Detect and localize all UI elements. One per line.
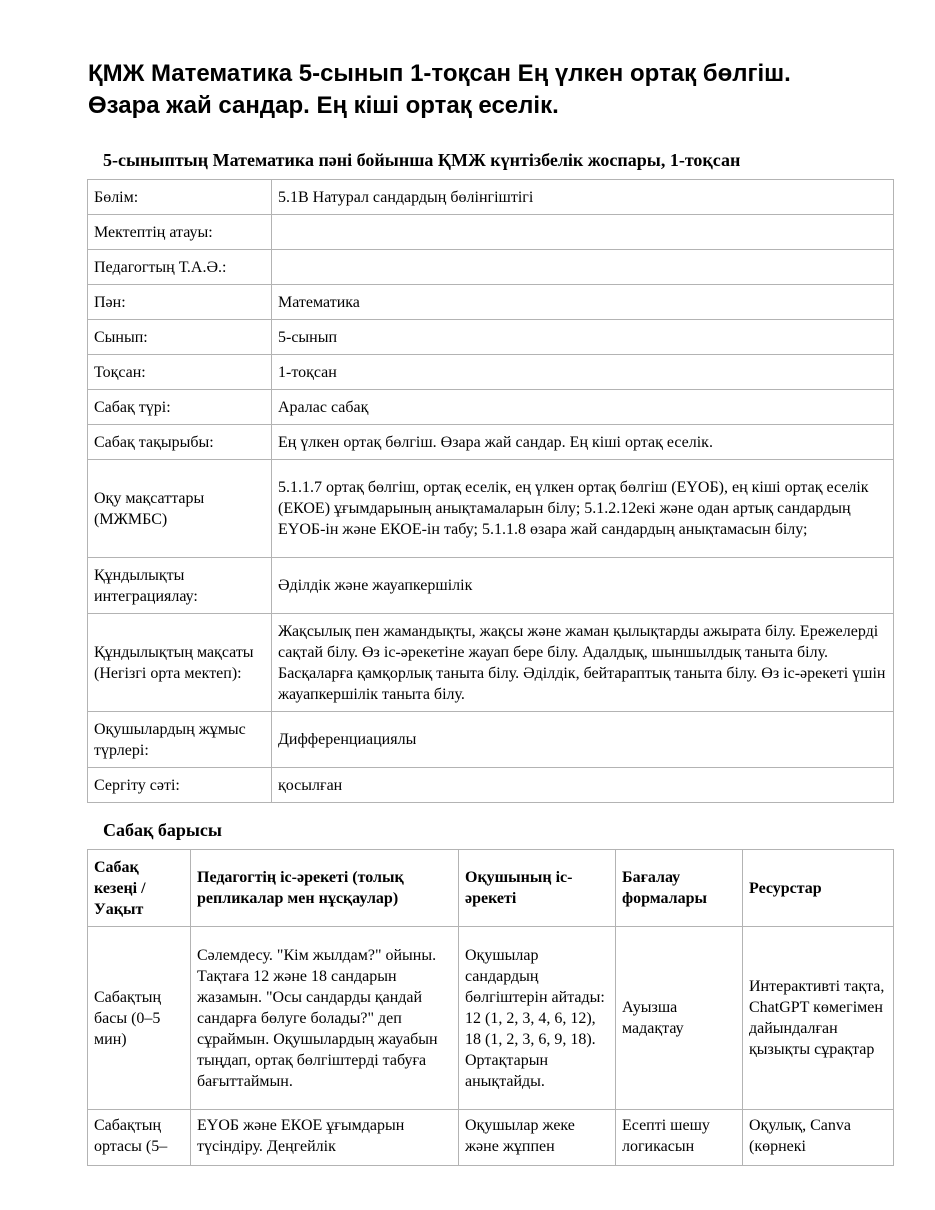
lesson-table-header-row [88,850,894,927]
info-value [272,250,894,285]
info-label: Бөлім: [88,180,272,215]
info-value: 5-сынып [272,320,894,355]
info-row-lesson-topic [88,425,894,460]
info-value: қосылған [272,768,894,803]
document-title: ҚМЖ Математика 5-сынып 1-тоқсан Ең үлкен ортақ бөлгіш. Өзара жай сандар. Ең кіші ортақ еселік. [88,60,791,119]
info-row-learning-objectives [88,460,894,558]
info-value: 1-тоқсан [272,355,894,390]
info-row-quarter [88,355,894,390]
resources-cell: Интерактивті тақта, ChatGPT көмегімен дайындалған қызықты сұрақтар [743,927,894,1110]
info-value: 5.1В Натурал сандардың бөлінгіштігі [272,180,894,215]
teacher-activity-cell: Сәлемдесу. "Кім жылдам?" ойыны. Тақтаға 12 және 18 сандарын жазамын. "Осы сандарды қандай сандарға бөлуге болады?" деп сұраймын. Оқушылардың жауабын тыңдап, ортақ бөлгіштерді табуға бағыттаймын. [191,927,459,1110]
info-label: Сабақ тақырыбы: [88,425,272,460]
info-label: Мектептің атауы: [88,215,272,250]
info-label: Педагогтың Т.А.Ә.: [88,250,272,285]
column-header-student-activity: Оқушының іс-әрекеті [459,850,616,927]
plan-heading: 5-сыныптың Математика пәні бойынша ҚМЖ күнтізбелік жоспары, 1-тоқсан [103,150,741,170]
table-row [88,1110,894,1166]
info-value [272,215,894,250]
info-value: Аралас сабақ [272,390,894,425]
info-label: Оқу мақсаттары (МЖМБС) [88,460,272,558]
info-row-value-goal [88,614,894,712]
info-label: Құндылықты интеграциялау: [88,558,272,614]
column-header-teacher-activity: Педагогтің іс-әрекеті (толық репликалар мен нұсқаулар) [191,850,459,927]
lesson-progress-table [87,849,894,1166]
info-label: Сабақ түрі: [88,390,272,425]
info-value: Математика [272,285,894,320]
info-value: 5.1.1.7 ортақ бөлгіш, ортақ еселік, ең үлкен ортақ бөлгіш (ЕҮОБ), ең кіші ортақ еселік (ЕКОЕ) ұғымдарының анықтамаларын білу; 5.1.2.12екі және одан артық сандардың ЕҮОБ-ін және ЕКОЕ-ін табу; 5.1.1.8 өзара жай сандардың анықтамасын білу; [272,460,894,558]
lesson-progress-heading: Сабақ барысы [103,820,222,840]
info-label: Құндылықтың мақсаты (Негізгі орта мектеп): [88,614,272,712]
info-value: Жақсылық пен жамандықты, жақсы және жаман қылықтарды ажырата білу. Ережелерді сақтай білу. Өз іс-әрекетіне жауап бере білу. Адалдық, шыншылдық таныта білу. Басқаларға қамқорлық таныта білу. Әділдік, бейтараптық таныта білу. Өз іс-әрекеті үшін жауапкершілік таныта білу. [272,614,894,712]
table-row [88,927,894,1110]
info-row-work-types [88,712,894,768]
info-label: Сынып: [88,320,272,355]
assessment-cell: Есепті шешу логикасын [616,1110,743,1166]
info-row-section [88,180,894,215]
info-row-value-integration [88,558,894,614]
stage-cell: Сабақтың ортасы (5– [88,1110,191,1166]
info-label: Пән: [88,285,272,320]
info-row-subject [88,285,894,320]
lesson-info-table [87,179,894,803]
student-activity-cell: Оқушылар жеке және жұппен [459,1110,616,1166]
column-header-resources: Ресурстар [743,850,894,927]
info-label: Тоқсан: [88,355,272,390]
info-label: Оқушылардың жұмыс түрлері: [88,712,272,768]
resources-cell: Оқулық, Canva (көрнекі [743,1110,894,1166]
info-value: Ең үлкен ортақ бөлгіш. Өзара жай сандар. Ең кіші ортақ еселік. [272,425,894,460]
stage-cell: Сабақтың басы (0–5 мин) [88,927,191,1110]
info-row-grade [88,320,894,355]
assessment-cell: Ауызша мадақтау [616,927,743,1110]
info-row-teacher [88,250,894,285]
info-value: Дифференциациялы [272,712,894,768]
info-row-break [88,768,894,803]
teacher-activity-cell: ЕҮОБ және ЕКОЕ ұғымдарын түсіндіру. Деңгейлік [191,1110,459,1166]
info-row-school [88,215,894,250]
info-value: Әділдік және жауапкершілік [272,558,894,614]
info-row-lesson-type [88,390,894,425]
column-header-assessment: Бағалау формалары [616,850,743,927]
column-header-stage: Сабақ кезеңі / Уақыт [88,850,191,927]
student-activity-cell: Оқушылар сандардың бөлгіштерін айтады: 12 (1, 2, 3, 4, 6, 12), 18 (1, 2, 3, 6, 9, 18). Ортақтарын анықтайды. [459,927,616,1110]
info-label: Сергіту сәті: [88,768,272,803]
